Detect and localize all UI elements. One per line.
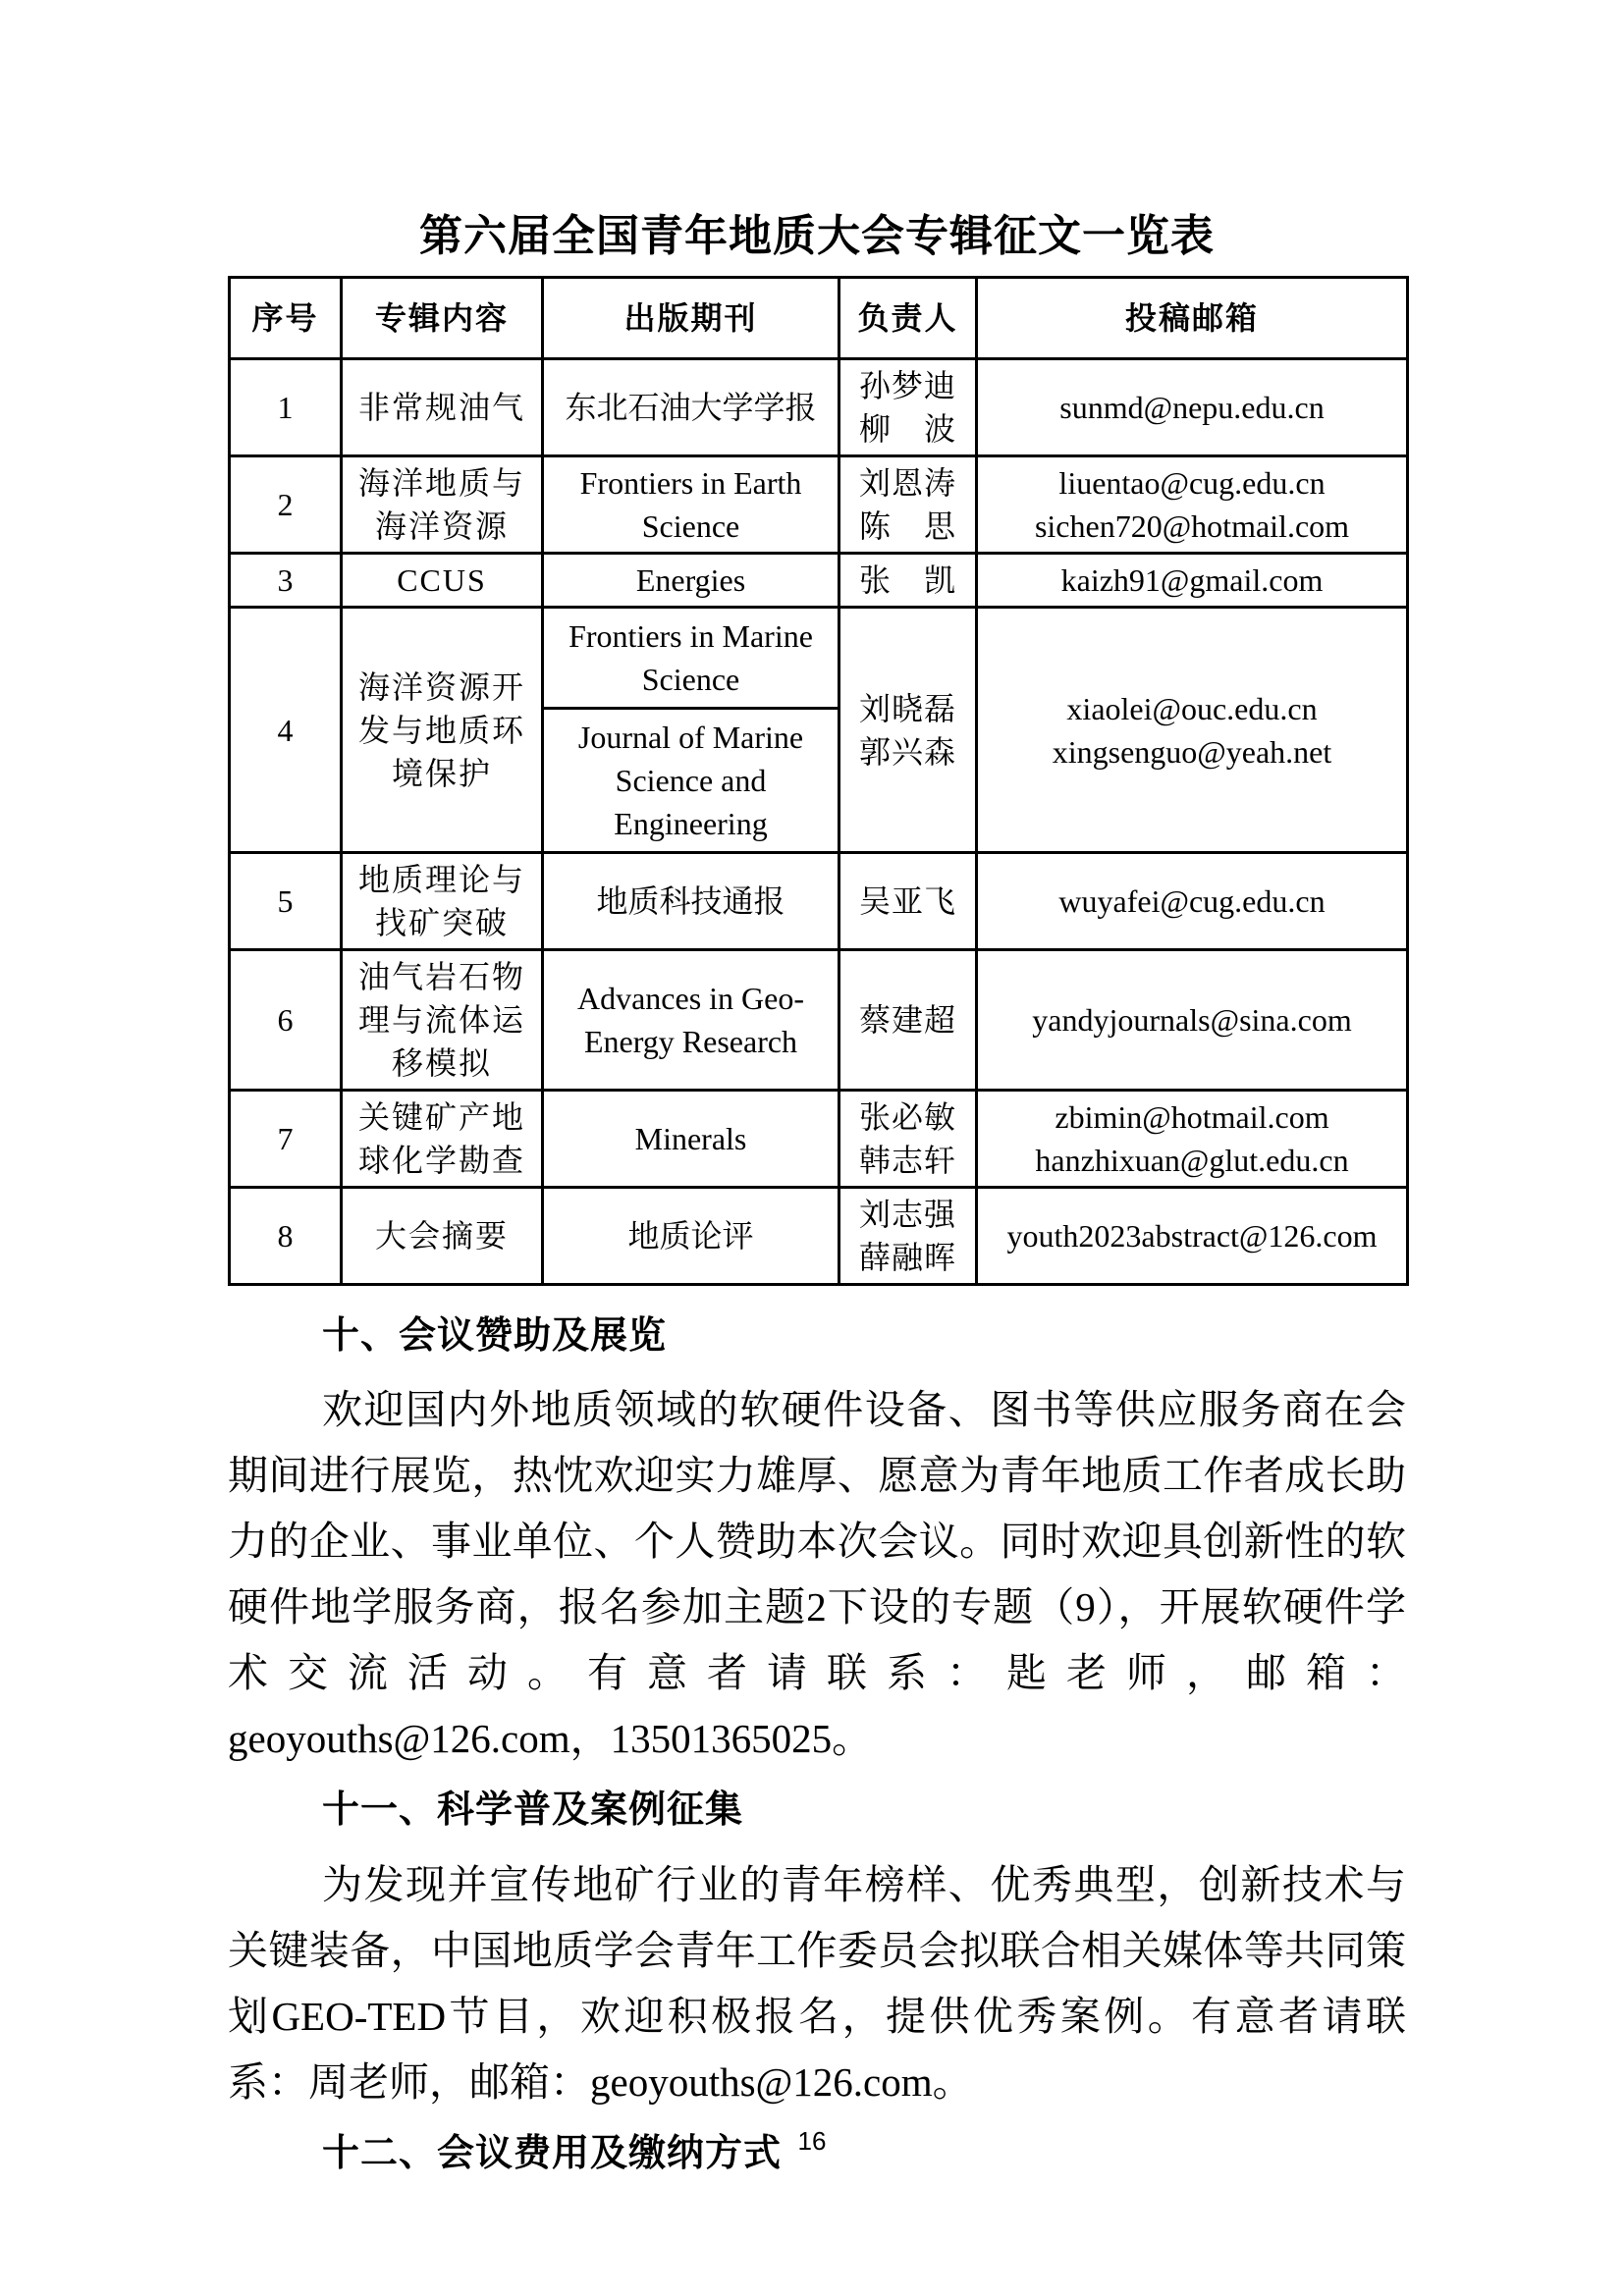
section-heading-fees: 十二、会议费用及缴纳方式: [322, 2132, 783, 2174]
page-number: 16: [797, 2126, 827, 2156]
document-content: [228, 208, 1406, 2195]
cell-lead: [839, 950, 977, 1091]
email-address: yandyjournals@sina.com: [1032, 1002, 1352, 1039]
col-header-lead: 负责人: [839, 278, 977, 359]
email-address: xingsenguo@yeah.net: [1052, 733, 1332, 770]
cell-email: [977, 1091, 1408, 1188]
cell-journal: 地质论评: [543, 1188, 839, 1285]
section-heading-science-popularization: 十一、科学普及案例征集: [322, 1789, 744, 1832]
lead-name: 刘志强: [858, 1197, 956, 1233]
table-row: [230, 456, 1408, 554]
cell-email: [977, 853, 1408, 950]
email-address: hanzhixuan@glut.edu.cn: [1035, 1143, 1349, 1179]
email-address: wuyafei@cug.edu.cn: [1058, 883, 1326, 920]
col-header-journal: 出版期刊: [543, 278, 839, 359]
cell-email: [977, 608, 1408, 853]
special-issues-table: [228, 276, 1409, 1286]
cell-issue-content: 大会摘要: [342, 1188, 543, 1285]
cell-email: [977, 1188, 1408, 1285]
lead-name: 张必敏: [858, 1099, 956, 1136]
col-header-index: 序号: [230, 278, 342, 359]
email-address: liuentao@cug.edu.cn: [1058, 465, 1326, 502]
lead-name: 韩志轩: [858, 1143, 956, 1179]
cell-index: 8: [230, 1188, 342, 1285]
lead-name: 蔡建超: [858, 1002, 956, 1039]
lead-name: 陈 思: [858, 508, 956, 545]
email-address: xiaolei@ouc.edu.cn: [1066, 690, 1318, 726]
cell-journal: Energies: [543, 554, 839, 608]
cell-issue-content: CCUS: [342, 554, 543, 608]
cell-issue-content: 非常规油气: [342, 359, 543, 456]
paragraph-sponsorship: 欢迎国内外地质领域的软硬件设备、图书等供应服务商在会期间进行展览，热忱欢迎实力雄厚、愿意为青年地质工作者成长助力的企业、事业单位、个人赞助本次会议。同时欢迎具创新性的软硬件地学服务商，报名参加主题2下设的专题（9），开展软硬件学术交流活动。有意者请联系：匙老师，邮箱：geoyouths@126.com，13501365025。: [228, 1387, 1406, 1762]
cell-issue-content: 海洋地质与海洋资源: [342, 456, 543, 554]
lead-name: 孙梦迪: [858, 368, 956, 404]
lead-name: 柳 波: [858, 411, 956, 448]
cell-index: 5: [230, 853, 342, 950]
cell-issue-content: 海洋资源开发与地质环境保护: [342, 608, 543, 853]
email-address: kaizh91@gmail.com: [1060, 562, 1324, 599]
table-header: [230, 278, 1408, 359]
table-row: [230, 1091, 1408, 1188]
lead-name: 吴亚飞: [858, 883, 956, 920]
cell-index: 3: [230, 554, 342, 608]
table-row: [230, 853, 1408, 950]
cell-journal: Frontiers in Earth Science: [543, 456, 839, 554]
cell-journal: Advances in Geo-Energy Research: [543, 950, 839, 1091]
cell-email: [977, 950, 1408, 1091]
cell-issue-content: 关键矿产地球化学勘查: [342, 1091, 543, 1188]
journal-sub-cell: Journal of Marine Science and Engineering: [577, 720, 804, 842]
table-header-row: [230, 278, 1408, 359]
cell-lead: [839, 1188, 977, 1285]
cell-index: 1: [230, 359, 342, 456]
table-row: [230, 1188, 1408, 1285]
email-address: zbimin@hotmail.com: [1055, 1099, 1329, 1136]
table-title: 第六届全国青年地质大会专辑征文一览表: [419, 212, 1215, 260]
table-body: [230, 359, 1408, 1285]
lead-name: 张 凯: [858, 562, 956, 599]
table-row: [230, 950, 1408, 1091]
cell-index: 2: [230, 456, 342, 554]
cell-lead: [839, 853, 977, 950]
lead-name: 刘恩涛: [858, 465, 956, 502]
cell-index: 6: [230, 950, 342, 1091]
cell-lead: [839, 554, 977, 608]
lead-name: 郭兴森: [858, 733, 956, 770]
col-header-issue-content: 专辑内容: [342, 278, 543, 359]
cell-lead: [839, 1091, 977, 1188]
section-heading-sponsorship: 十、会议赞助及展览: [322, 1315, 668, 1358]
cell-journal: 地质科技通报: [543, 853, 839, 950]
cell-journal: Minerals: [543, 1091, 839, 1188]
lead-name: 刘晓磊: [858, 690, 956, 726]
cell-lead: [839, 608, 977, 853]
col-header-email: 投稿邮箱: [977, 278, 1408, 359]
table-row: [230, 608, 1408, 853]
cell-journal: [543, 608, 839, 853]
cell-issue-content: 油气岩石物理与流体运移模拟: [342, 950, 543, 1091]
cell-email: [977, 359, 1408, 456]
cell-index: 7: [230, 1091, 342, 1188]
email-address: sunmd@nepu.edu.cn: [1059, 390, 1325, 426]
cell-email: [977, 456, 1408, 554]
table-row: [230, 359, 1408, 456]
email-address: youth2023abstract@126.com: [1006, 1218, 1378, 1255]
cell-journal: 东北石油大学学报: [543, 359, 839, 456]
cell-index: 4: [230, 608, 342, 853]
journal-sub-cell: Frontiers in Marine Science: [544, 609, 838, 710]
cell-email: [977, 554, 1408, 608]
email-address: sichen720@hotmail.com: [1034, 508, 1350, 545]
cell-lead: [839, 359, 977, 456]
cell-issue-content: 地质理论与找矿突破: [342, 853, 543, 950]
cell-lead: [839, 456, 977, 554]
table-row: [230, 554, 1408, 608]
lead-name: 薛融晖: [858, 1240, 956, 1276]
paragraph-science-popularization: 为发现并宣传地矿行业的青年榜样、优秀典型，创新技术与关键装备，中国地质学会青年工作委员会拟联合相关媒体等共同策划GEO-TED节目，欢迎积极报名，提供优秀案例。有意者请联系：周老师，邮箱：geoyouths@126.com。: [228, 1861, 1406, 2105]
